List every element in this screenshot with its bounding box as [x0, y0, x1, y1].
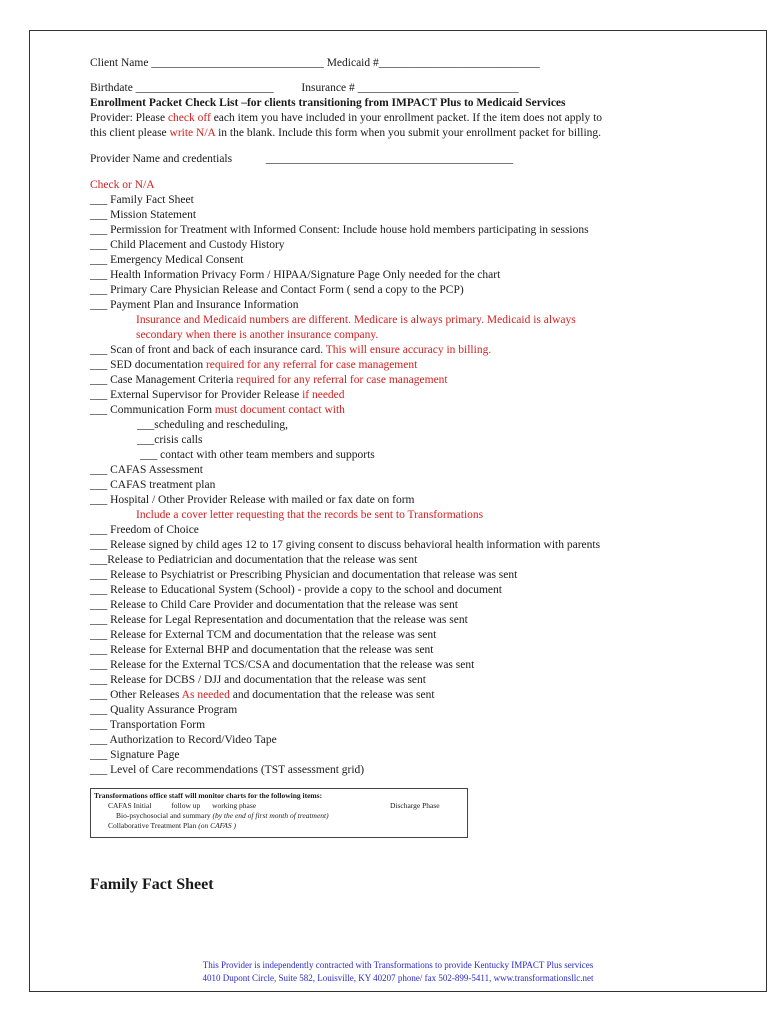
checklist-item[interactable]: ___ Hospital / Other Provider Release with mailed or fax date on form [90, 494, 415, 506]
monitor-row: Collaborative Treatment Plan (on CAFAS ) [108, 821, 236, 830]
checklist-item[interactable]: ___ Release for Legal Representation and documentation that the release was sent [90, 614, 468, 626]
checklist-item[interactable]: ___ Mission Statement [90, 209, 197, 221]
insurance-note: Insurance and Medicaid numbers are different. Medicare is always primary. Medicaid is always [136, 314, 576, 326]
checklist-item[interactable]: ___ Release for DCBS / DJJ and documentation that the release was sent [90, 674, 426, 686]
checklist-item[interactable]: ___ CAFAS Assessment [90, 464, 203, 476]
checklist-item[interactable]: ___ Family Fact Sheet [90, 194, 194, 206]
monitor-title: Transformations office staff will monitor charts for the following items: [94, 791, 323, 800]
provider-row [90, 152, 690, 167]
checklist-item[interactable]: ___ Release for the External TCS/CSA and documentation that the release was sent [90, 659, 475, 671]
check-or-na-heading: Check or N/A [90, 179, 155, 191]
medicaid-blank[interactable]: ____________________________ [378, 57, 540, 69]
medicaid-label: Medicaid # [326, 57, 379, 69]
checklist-item[interactable]: ___ Transportation Form [90, 719, 206, 731]
family-fact-sheet-title: Family Fact Sheet [90, 876, 214, 893]
client-name-label: Client Name [90, 57, 149, 69]
checklist-item[interactable]: ___ Release signed by child ages 12 to 17 giving consent to discuss behavioral health information with parents [90, 539, 601, 551]
checklist-item[interactable]: ___ Quality Assurance Program [90, 704, 238, 716]
checklist-content [90, 56, 690, 778]
checklist-item[interactable]: ___ Release to Psychiatrist or Prescribing Physician and documentation that release was sent [90, 569, 518, 581]
checklist-item[interactable]: ___ CAFAS treatment plan [90, 479, 216, 491]
instructions-line-2: this client please write N/A in the blank. Include this form when you submit your enrollment packet for billing. [90, 127, 602, 139]
checklist-item[interactable]: ___ External Supervisor for Provider Release if needed [90, 389, 345, 401]
checklist-item[interactable]: ___ Freedom of Choice [90, 524, 199, 536]
checklist-item[interactable]: ___ Release to Child Care Provider and documentation that the release was sent [90, 599, 458, 611]
footer-line: This Provider is independently contracted with Transformations to provide Kentucky IMPACT Plus services [202, 960, 594, 970]
checklist-item[interactable]: ___ Scan of front and back of each insurance card. This will ensure accuracy in billing. [90, 344, 492, 356]
checklist-title: Enrollment Packet Check List –for clients transitioning from IMPACT Plus to Medicaid Services [90, 97, 566, 109]
checklist-item[interactable]: ___ Case Management Criteria required for any referral for case management [90, 374, 448, 386]
checklist-item[interactable]: ___ Level of Care recommendations (TST assessment grid) [90, 764, 365, 776]
insurance-note: secondary when there is another insurance company. [136, 329, 379, 341]
monitor-box [90, 788, 468, 838]
checklist-item[interactable]: ___ Other Releases As needed and documentation that the release was sent [90, 689, 435, 701]
checklist-item[interactable]: ___Release to Pediatrician and documentation that the release was sent [90, 554, 418, 566]
instructions-line-1: Provider: Please check off each item you have included in your enrollment packet. If the item does not apply to [90, 112, 603, 124]
checklist-item[interactable]: ___ Child Placement and Custody History [90, 239, 285, 251]
checklist-item[interactable]: ___ SED documentation required for any referral for case management [90, 359, 418, 371]
checklist-item[interactable]: ___ Release to Educational System (School) - provide a copy to the school and document [90, 584, 502, 596]
checklist-item[interactable]: ___ Signature Page [90, 749, 180, 761]
checklist-item[interactable]: ___ Payment Plan and Insurance Information [90, 299, 299, 311]
check-off-text: check off [167, 112, 211, 124]
communication-subitem[interactable]: ___ contact with other team members and supports [140, 449, 375, 461]
checklist-item[interactable]: ___ Authorization to Record/Video Tape [90, 734, 277, 746]
checklist-item[interactable]: ___ Emergency Medical Consent [90, 254, 244, 266]
provider-label: Provider Name and credentials [90, 153, 233, 165]
insurance-label: Insurance # [301, 82, 355, 94]
checklist-item[interactable]: ___ Release for External TCM and documentation that the release was sent [90, 629, 437, 641]
client-medicaid-row [90, 56, 690, 71]
checklist-item[interactable]: ___ Health Information Privacy Form / HIPAA/Signature Page Only needed for the chart [90, 269, 501, 281]
checklist-item[interactable]: ___ Release for External BHP and documentation that the release was sent [90, 644, 434, 656]
birthdate-blank[interactable]: ________________________ [135, 82, 274, 94]
insurance-blank[interactable]: ____________________________ [357, 82, 519, 94]
footer-line: 4010 Dupont Circle, Suite 582, Louisville, KY 40207 phone/ fax 502-899-5411, www.transformationsllc.net [202, 973, 594, 983]
client-name-blank[interactable]: ______________________________ [151, 57, 324, 69]
birthdate-label: Birthdate [90, 82, 133, 94]
checklist-item[interactable]: ___ Permission for Treatment with Informed Consent: Include house hold members participating in sessions [90, 224, 589, 236]
provider-blank[interactable]: ___________________________________________ [265, 153, 514, 165]
checklist-item[interactable]: ___ Communication Form must document contact with [90, 404, 345, 416]
write-na-text: write N/A [169, 127, 216, 139]
birthdate-insurance-row [90, 81, 690, 96]
communication-subitem[interactable]: ___scheduling and rescheduling, [137, 419, 289, 431]
hospital-note: Include a cover letter requesting that the records be sent to Transformations [136, 509, 484, 521]
document-page [29, 30, 767, 992]
communication-subitem[interactable]: ___crisis calls [137, 434, 203, 446]
checklist-item[interactable]: ___ Primary Care Physician Release and Contact Form ( send a copy to the PCP) [90, 284, 464, 296]
monitor-row: Bio-psychosocial and summary (by the end of first month of treatment) [116, 811, 329, 820]
footer [30, 959, 766, 985]
monitor-row: CAFAS Initial follow up working phase Discharge Phase [108, 801, 440, 810]
